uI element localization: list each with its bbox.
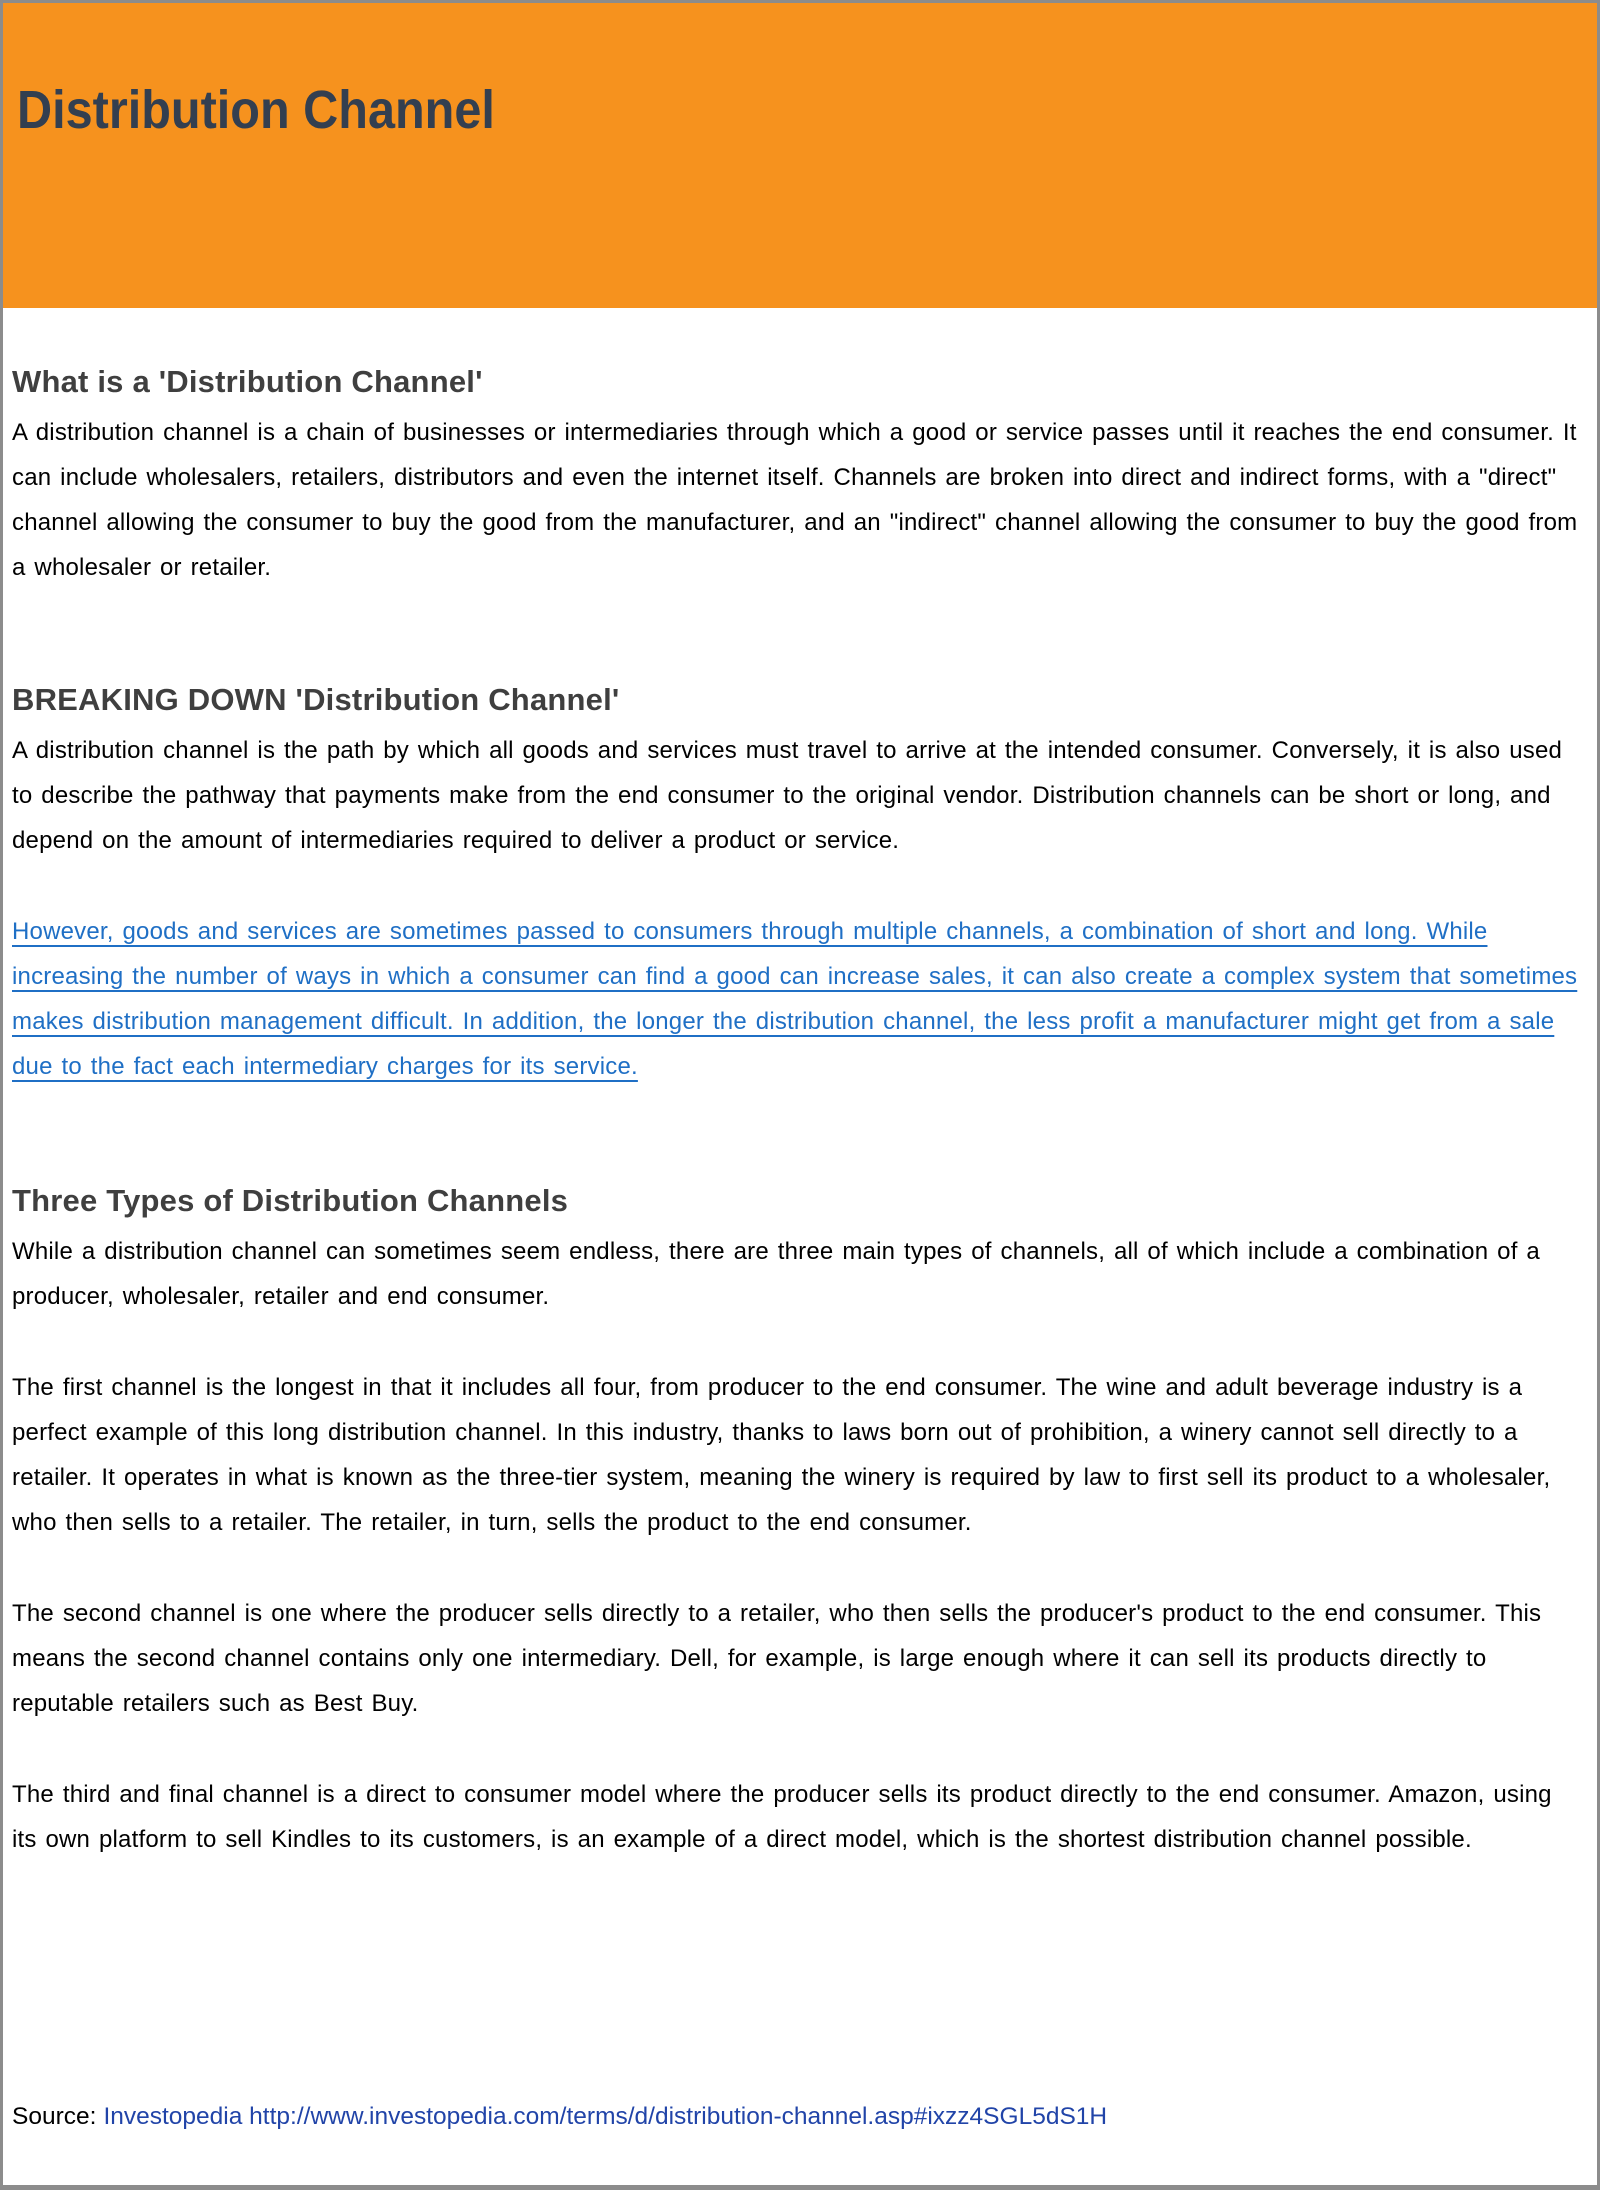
paragraph-definition: A distribution channel is a chain of businesses or intermediaries through which a good or service passes until it reaches the end consumer. It can include wholesalers, retailers, distributors and even the internet itself. Channels are broken into direct and indirect forms, with a "direct" channel allowing the consumer to buy the good from the manufacturer, and an "indirect" channel allowing the consumer to buy the good from a wholesaler or retailer. [12,419,1578,581]
section-what-is [12,308,1583,636]
section-three-types [12,1137,1583,1908]
paragraph-third-channel: The third and final channel is a direct to consumer model where the producer sells its product directly to the end consumer. Amazon, using its own platform to sell Kindles to its customers, is an example of a direct model, which is the shortest distribution channel possible. [12,1781,1552,1853]
section-heading-breaking-down: BREAKING DOWN 'Distribution Channel' [12,682,620,717]
source-line [12,2094,1583,2185]
source-link[interactable]: Investopedia http://www.investopedia.com/terms/d/distribution-channel.asp#ixzz4SGL5dS1H [103,2103,1108,2130]
paragraph-second-channel: The second channel is one where the producer sells directly to a retailer, who then sells the producer's product to the end consumer. This means the second channel contains only one intermediary. Dell, for example, is large enough where it can sell its products directly to reputable retailers such as Best Buy. [12,1600,1542,1717]
paragraph-first-channel: The first channel is the longest in that it includes all four, from producer to the end consumer. The wine and adult beverage industry is a perfect example of this long distribution channel. In this industry, thanks to laws born out of prohibition, a winery cannot sell directly to a retailer. It operates in what is known as the three-tier system, meaning the winery is required by law to first sell its product to a wholesaler, who then sells to a retailer. The retailer, in turn, sells the product to the end consumer. [12,1374,1551,1536]
section-heading-three-types: Three Types of Distribution Channels [12,1183,569,1218]
paragraph-breaking-down: A distribution channel is the path by which all goods and services must travel to arrive at the intended consumer. Conversely, it is also used to describe the pathway that payments make from the end consumer to the original vendor. Distribution channels can be short or long, and depend on the amount of intermediaries required to deliver a product or service. [12,737,1563,854]
section-breaking-down [12,636,1583,1137]
section-heading-what-is: What is a 'Distribution Channel' [12,364,483,399]
paragraph-three-types-intro: While a distribution channel can sometimes seem endless, there are three main types of channels, all of which include a combination of a producer, wholesaler, retailer and end consumer. [12,1238,1540,1310]
document-body [3,308,1597,2185]
title-banner [3,3,1597,308]
source-label: Source: [12,2103,97,2130]
document-title: Distribution Channel [17,80,495,140]
inline-link-paragraph[interactable]: However, goods and services are sometimes passed to consumers through multiple channels, a combination of short and long. While increasing the number of ways in which a consumer can find a good can increase sales, it can also create a complex system that sometimes makes distribution management difficult. In addition, the longer the distribution channel, the less profit a manufacturer might get from a sale due to the fact each intermediary charges for its service. [12,918,1578,1080]
